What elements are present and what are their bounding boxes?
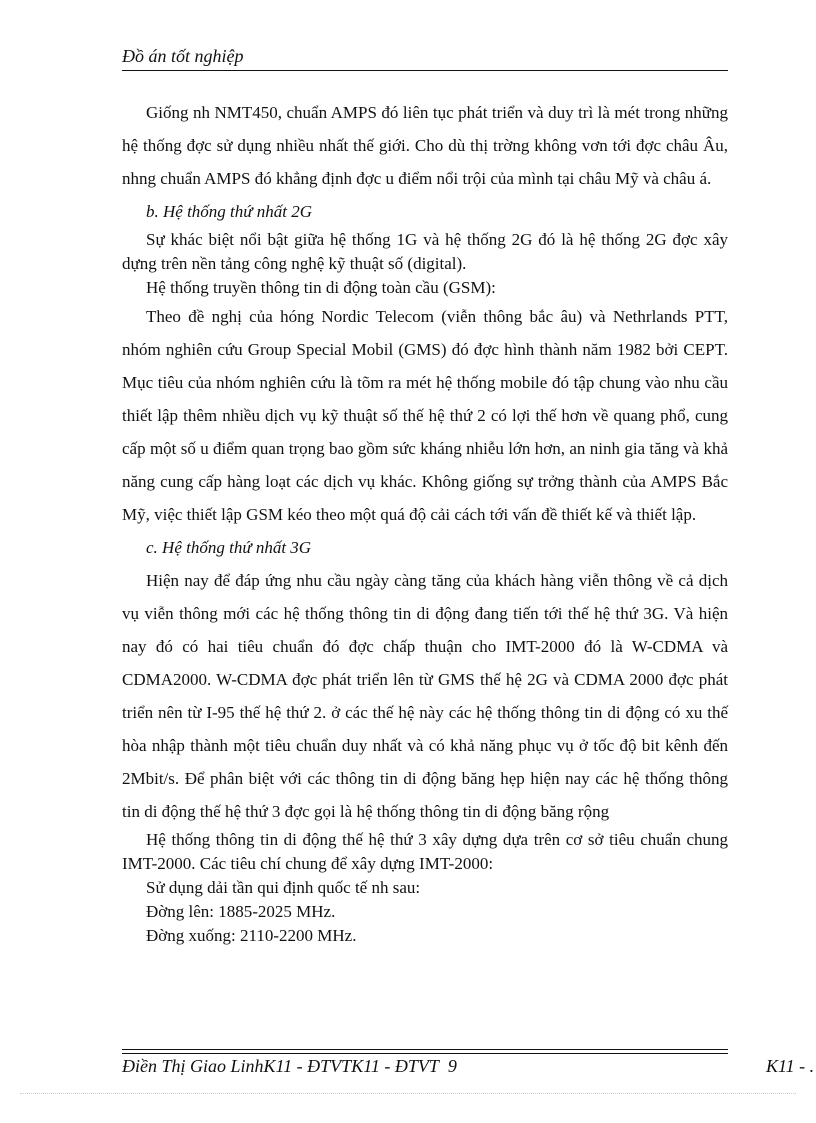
footer-author-text: Điền Thị Giao LinhK11 - ĐTVTK11 - ĐTVT <box>122 1056 439 1076</box>
paragraph-uplink: Đờng lên: 1885-2025 MHz. <box>146 902 336 921</box>
paragraph-3g-overview: Hiện nay để đáp ứng nhu cầu ngày càng tăng của khách hàng viễn thông về cả dịch vụ viễn thông mới các hệ thống thông tin di động đang tiến tới thế hệ thứ 3G. Và hiện nay đó có hai tiêu chuẩn đó đợc chấp thuận cho IMT-2000 đó là W-CDMA và CDMA2000. W-CDMA đợc phát triển lên từ GMS thế hệ 2G và CDMA 2000 đợc phát triển nên từ I-95 thế hệ thứ 2. ở các thế hệ này các hệ thống thông tin di động có xu thế hòa nhập thành một tiêu chuẩn duy nhất và có khả năng phục vụ ở tốc độ bit kênh đến 2Mbit/s. Để phân biệt với các thông tin di động băng hẹp hiện nay các hệ thống thông tin di động thế hệ thứ 3 đợc gọi là hệ thống thông tin di động băng rộng <box>122 571 728 821</box>
footer-class: K11 - . <box>766 1056 815 1076</box>
paragraph-amps: Giống nh NMT450, chuẩn AMPS đó liên tục phát triển và duy trì là mét trong những hệ thống đợc sử dụng nhiều nhất thế giới. Cho dù thị trờng không vơn tới đợc châu Âu, nhng chuẩn AMPS đó khẳng định đợc u điểm nổi trội của mình tại châu Mỹ và châu á. <box>122 103 728 188</box>
paragraph-gsm-history: Theo đề nghị của hóng Nordic Telecom (viễn thông bắc âu) và Nethrlands PTT, nhóm nghiên cứu Group Special Mobil (GMS) đó đợc hình thành năm 1982 bởi CEPT. Mục tiêu của nhóm nghiên cứu là tõm ra mét hệ thống mobile đó tập chung vào nhu cầu thiết lập thêm nhiều dịch vụ kỹ thuật số thế hệ thứ 2 có lợi thế hơn về quang phổ, cung cấp một số u điểm quan trọng bao gồm sức kháng nhiễu lớn hơn, an ninh gia tăng và khả năng cung cấp hàng loạt các dịch vụ khác. Không giống sự trởng thành của AMPS Bắc Mỹ, việc thiết lập GSM kéo theo một quá độ cải cách tới vấn đề thiết kế và thiết lập. <box>122 307 728 524</box>
header-rule <box>122 70 728 71</box>
heading-3g: c. Hệ thống thứ nhất 3G <box>146 538 312 557</box>
footer-rule-bottom <box>122 1053 728 1054</box>
paragraph-downlink: Đờng xuống: 2110-2200 MHz. <box>146 926 357 945</box>
paragraph-gsm-title: Hệ thống truyền thông tin di động toàn cầu (GSM): <box>146 278 496 297</box>
paragraph-2g-difference: Sự khác biệt nổi bật giữa hệ thống 1G và hệ thống 2G đó là hệ thống 2G đợc xây dựng trên nền tảng công nghệ kỹ thuật số (digital). <box>122 230 728 273</box>
page-bottom-dotted-line <box>20 1093 796 1094</box>
page-header-title: Đồ án tốt nghiệp <box>122 46 244 66</box>
footer-page-number: 9 <box>447 1056 457 1076</box>
footer-rule-top <box>122 1049 728 1050</box>
paragraph-imt2000: Hệ thống thông tin di động thế hệ thứ 3 xây dựng dựa trên cơ sở tiêu chuẩn chung IMT-2000. Các tiêu chí chung để xây dựng IMT-2000: <box>122 830 728 873</box>
document-body <box>122 96 728 948</box>
paragraph-frequency-intro: Sử dụng dải tần qui định quốc tế nh sau: <box>146 878 421 897</box>
heading-2g: b. Hệ thống thứ nhất 2G <box>146 202 313 221</box>
footer-author <box>122 1056 457 1077</box>
